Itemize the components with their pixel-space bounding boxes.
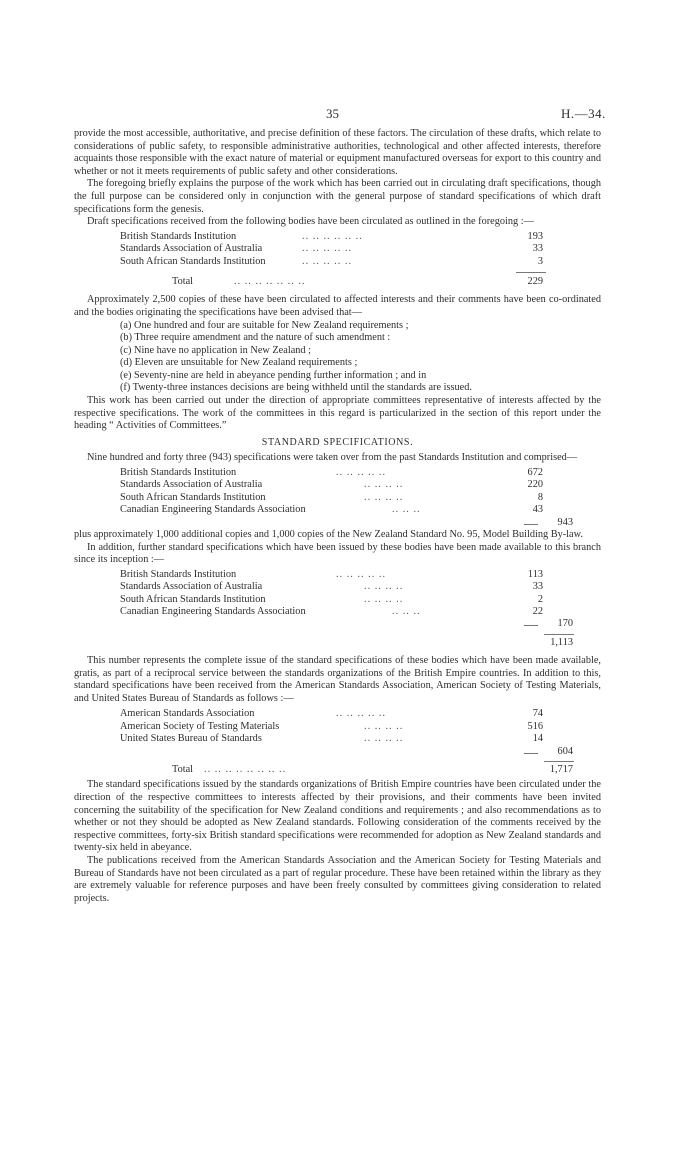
sum-rule [544,634,574,635]
row-label: British Standards Institution [120,230,237,242]
row-label: United States Bureau of Standards [120,733,262,745]
american-specifications-table [74,708,601,776]
subtotal-row [74,618,601,630]
row-value: 43 [532,504,543,516]
subtotal-value: 943 [557,516,573,528]
table-row [74,708,601,720]
table-row [74,256,601,268]
subtotal-value: 170 [557,618,573,630]
row-value: 193 [527,230,543,242]
subtotal-row [74,746,601,758]
table-row [74,733,601,745]
row-value: 74 [532,708,543,720]
table-row [74,243,601,255]
paragraph: Approximately 2,500 copies of these have been circulated to affected interests and their comments have been co-ordinated and the bodies originating the specifications have been advised that— [74,294,601,318]
page-number: 35 [326,106,339,121]
table-row [74,492,601,504]
row-label: Standards Association of Australia [120,243,263,255]
leader-dots: .. .. .. .. .. [302,243,353,255]
row-label: Canadian Engineering Standards Association [120,605,306,617]
row-label: Canadian Engineering Standards Association [120,504,306,516]
paragraph: provide the most accessible, authoritative, and precise definition of these factors. The circulation of these drafts, which relate to considerations of public safety, to responsible administrative authorities, technological and other affected interests, therefore acquaints those responsible with the exact nature of material or equipment manufactured overseas for export to this country and whether or not it meets requirements of public safety and other considerations. [74,128,601,177]
leader-dots: .. .. .. .. [364,479,404,491]
page-header [0,106,700,122]
row-label: British Standards Institution [120,568,237,580]
table-row [74,569,601,581]
subtotal-dash [524,524,538,525]
list-item: (d) Eleven are unsuitable for New Zealand requirements ; [120,357,358,369]
sum-rule [516,272,546,273]
subtotal-value: 604 [557,745,573,757]
leader-dots: .. .. .. .. .. [336,708,387,720]
row-value: 516 [527,720,543,732]
leader-dots: .. .. .. .. .. .. .. .. [204,764,287,776]
advice-list [74,320,601,396]
leader-dots: .. .. .. .. .. .. .. [234,275,306,287]
row-value: 14 [532,733,543,745]
row-label: Standards Association of Australia [120,479,263,491]
list-item: (f) Twenty-three instances decisions are being withheld until the standards are issued. [120,382,472,394]
table-row [74,606,601,618]
leader-dots: .. .. .. .. [364,733,404,745]
leader-dots: .. .. .. [392,605,421,617]
paragraph: This number represents the complete issue of the standard specifications of these bodies which have been made available, gratis, as part of a reciprocal service between the standards organizations of the British Empire countries. In addition to this, standard specifications have been received from the American Standards Association, American Society of Testing Materials, and United States Bureau of Standards as follows :— [74,655,601,704]
total-value: 229 [527,275,543,287]
leader-dots: .. .. .. .. .. [336,467,387,479]
section-heading: STANDARD SPECIFICATIONS. [261,436,414,448]
subtotal-dash [524,625,538,626]
paragraph: The foregoing briefly explains the purpose of the work which has been carried out in circulating draft specifications, though the full purpose can be considered only in conjunction with the general purpose of standard specifications of which draft specifications form the genesis. [74,178,601,215]
row-value: 22 [532,605,543,617]
document-reference: H.—34. [561,106,606,121]
table-row [74,594,601,606]
row-value: 8 [537,491,543,503]
leader-dots: .. .. .. .. [364,581,404,593]
list-item: (b) Three require amendment and the nature of such amendment : [120,332,391,344]
subtotal-row [74,517,601,529]
total-label: Total [172,275,194,287]
leader-dots: .. .. .. .. [364,720,404,732]
paragraph: Nine hundred and forty three (943) specifications were taken over from the past Standards Institution and comprised— [87,452,578,464]
leader-dots: .. .. .. .. .. [302,255,353,267]
table-row [74,581,601,593]
paragraph: In addition, further standard specifications which have been issued by these bodies have been made available to this branch since its inception :— [74,541,601,566]
row-value: 672 [527,467,543,479]
leader-dots: .. .. .. .. .. .. [302,230,363,242]
row-label: American Standards Association [120,708,255,720]
row-label: South African Standards Institution [120,255,266,267]
sum-rule [544,761,574,762]
list-item: (e) Seventy-nine are held in abeyance pending further information ; and in [120,369,427,381]
row-value: 3 [537,255,543,267]
row-value: 2 [537,593,543,605]
grand-total-row [74,637,601,649]
table-row [74,504,601,516]
document-body [74,128,601,905]
paragraph: plus approximately 1,000 additional copies and 1,000 copies of the New Zealand Standard No. 95, Model Building By-law. [74,528,583,540]
paragraph: The publications received from the American Standards Association and the American Society for Testing Materials and Bureau of Standards have not been circulated as a part of regular procedure. These have been retained within the library as they are extremely valuable for reference purposes and have been freely consulted by committees giving consideration to related projects. [74,855,601,904]
paragraph: Draft specifications received from the following bodies have been circulated as outlined in the foregoing :— [87,216,534,228]
row-label: British Standards Institution [120,467,237,479]
row-label: Standards Association of Australia [120,581,263,593]
row-value: 33 [532,581,543,593]
total-label: Total [172,764,194,776]
table-row [74,479,601,491]
row-label: South African Standards Institution [120,491,266,503]
paragraph: This work has been carried out under the direction of appropriate committees representative of interests affected by the respective specifications. The work of the committees in this regard is particularized in the section of this report under the heading “ Activities of Committees.” [74,395,601,432]
takeover-table [74,467,601,529]
leader-dots: .. .. .. .. .. [336,568,387,580]
row-value: 113 [527,568,543,580]
draft-specifications-table [74,231,601,289]
total-row [74,276,601,288]
leader-dots: .. .. .. .. [364,491,404,503]
leader-dots: .. .. .. .. [364,593,404,605]
row-value: 220 [527,479,543,491]
additional-specifications-table [74,569,601,649]
total-value: 1,717 [549,764,573,776]
list-item: (a) One hundred and four are suitable for New Zealand requirements ; [120,319,409,331]
grand-total-value: 1,113 [550,636,573,648]
total-row [74,764,601,776]
table-row [74,231,601,243]
leader-dots: .. .. .. [392,504,421,516]
subtotal-dash [524,753,538,754]
paragraph: The standard specifications issued by the standards organizations of British Empire countries have been circulated under the direction of the respective committees to interests affected by their provisions, and their comments have been invited concerning the suitability of the specification for New Zealand conditions and requirements ; and also recommendations as to whether or not they should be adopted as New Zealand standards. Following consideration of the comments received by the respective committees, forty-six British standard specifications were recommended for adoption as New Zealand standards and twenty-six held in abeyance. [74,779,601,854]
row-label: South African Standards Institution [120,593,266,605]
list-item: (c) Nine have no application in New Zealand ; [120,344,311,356]
row-value: 33 [532,243,543,255]
table-row [74,467,601,479]
row-label: American Society of Testing Materials [120,720,280,732]
table-row [74,721,601,733]
